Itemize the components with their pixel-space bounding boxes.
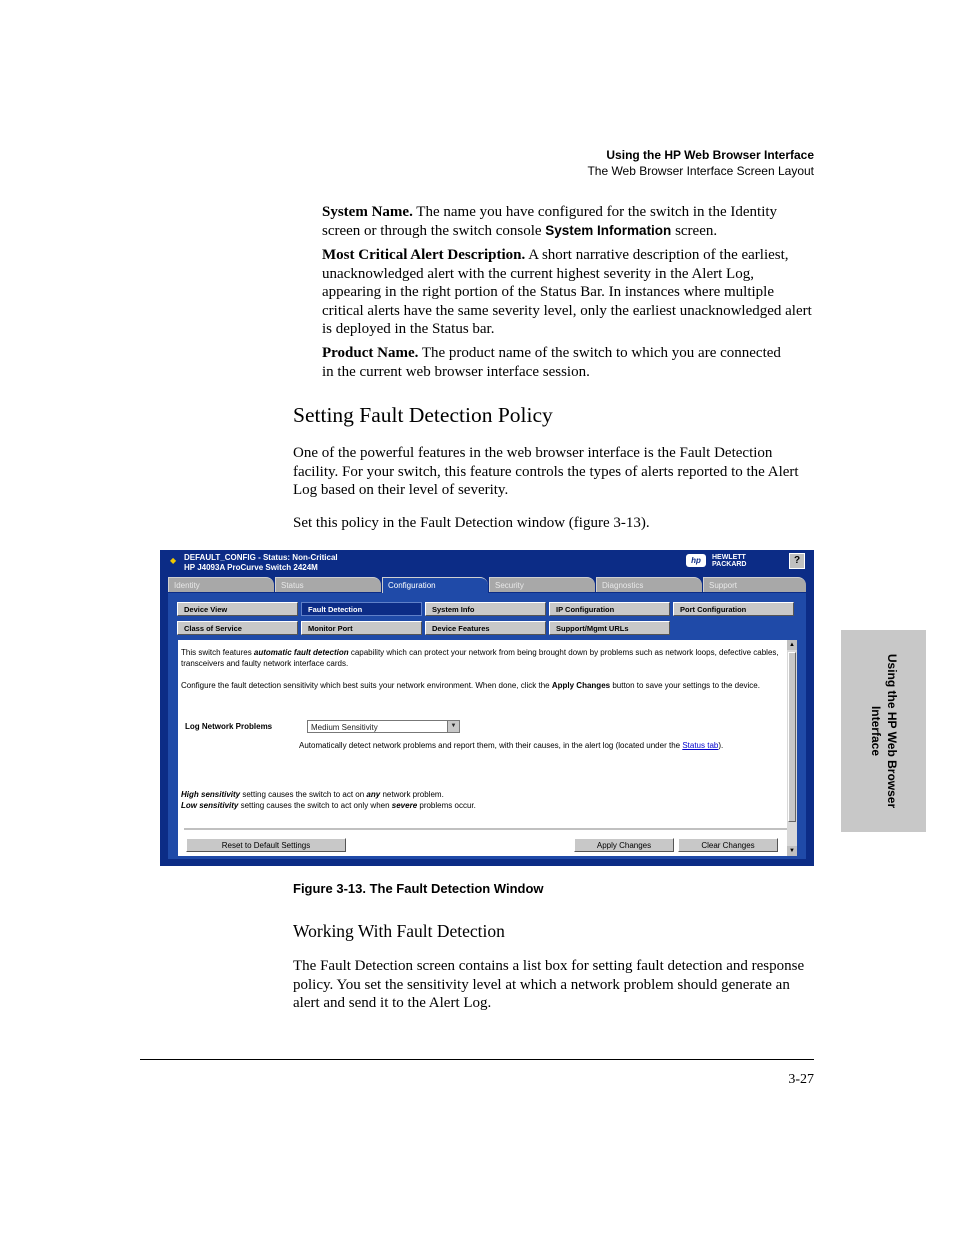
instructions-part: button to save your settings to the device.	[610, 681, 760, 690]
hp-logo-line1: HEWLETT	[712, 554, 746, 561]
apply-changes-button[interactable]: Apply Changes	[574, 838, 674, 852]
window-title	[184, 553, 338, 573]
hp-logo-mark: hp	[686, 554, 706, 567]
low-sensitivity-note	[181, 800, 781, 811]
chapter-side-tab-label	[868, 654, 900, 808]
subtab-system-info[interactable]: System Info	[425, 602, 546, 616]
note-emphasis: any	[366, 790, 381, 799]
high-sensitivity-note	[181, 789, 781, 800]
help-button[interactable]: ?	[789, 553, 805, 569]
tab-support[interactable]: Support	[703, 577, 806, 592]
fault-detection-content	[178, 640, 797, 856]
definition-text: The product name of the switch to which you are connected in the current web browser interface session.	[322, 345, 781, 380]
clear-changes-button[interactable]: Clear Changes	[678, 838, 778, 852]
instructions-part: Configure the fault detection sensitivity which best suits your network environment. When done, click the	[181, 681, 552, 690]
description-part: ).	[718, 741, 724, 750]
hp-logo	[686, 553, 758, 569]
body-paragraph: One of the powerful features in the web browser interface is the Fault Detection facility. For your switch, this feature controls the types of alerts reported to the Alert Log based on their level of severity.	[293, 445, 799, 499]
tab-security[interactable]: Security	[489, 577, 595, 592]
term-alert-description: Most Critical Alert Description.	[322, 247, 526, 263]
description-part: Automatically detect network problems and report them, with their causes, in the alert log (located under the	[299, 741, 683, 750]
subtab-support-mgmt-urls[interactable]: Support/Mgmt URLs	[549, 621, 670, 635]
definition-product-name	[322, 344, 792, 381]
subsection-heading-working-with-fault-detection: Working With Fault Detection	[293, 921, 505, 941]
sensitivity-selected-value: Medium Sensitivity	[311, 723, 378, 732]
definition-text-end: screen.	[671, 222, 718, 239]
intro-text-part: This switch features	[181, 648, 254, 657]
dropdown-arrow-icon[interactable]: ▼	[447, 721, 459, 732]
status-indicator-icon: ◆	[170, 556, 177, 565]
definition-text: The name you have configured for the switch in the Identity screen or through the switch console	[322, 204, 778, 239]
definition-system-name	[322, 203, 816, 240]
sensitivity-dropdown[interactable]	[307, 720, 460, 733]
low-sensitivity-term: Low sensitivity	[181, 801, 239, 810]
fault-detection-window-screenshot	[160, 550, 814, 866]
intro-emphasis: automatic fault detection	[253, 648, 349, 657]
running-header-chapter: Using the HP Web Browser Interface	[606, 148, 814, 162]
tab-status[interactable]: Status	[275, 577, 381, 592]
term-system-name: System Name.	[322, 204, 413, 220]
subtab-ip-configuration[interactable]: IP Configuration	[549, 602, 670, 616]
tab-identity[interactable]: Identity	[168, 577, 274, 592]
content-scrollbar[interactable]	[787, 640, 797, 856]
subtab-fault-detection[interactable]: Fault Detection	[301, 602, 422, 616]
ui-term-system-information: System Information	[545, 222, 672, 238]
content-divider	[184, 828, 790, 831]
configuration-panel	[168, 593, 806, 859]
note-emphasis: severe	[391, 801, 418, 810]
figure-caption: Figure 3-13. The Fault Detection Window	[293, 881, 544, 896]
body-paragraph: Set this policy in the Fault Detection window (figure 3-13).	[293, 515, 650, 531]
high-sensitivity-term: High sensitivity	[181, 790, 241, 799]
subtab-port-configuration[interactable]: Port Configuration	[673, 602, 794, 616]
reset-defaults-button[interactable]: Reset to Default Settings	[186, 838, 346, 852]
scroll-up-icon[interactable]: ▲	[787, 640, 797, 650]
note-part: network problem.	[380, 790, 444, 799]
note-part: setting causes the switch to act only when	[238, 801, 392, 810]
log-network-problems-label: Log Network Problems	[185, 722, 273, 731]
side-tab-line2: Interface	[869, 705, 883, 757]
tab-diagnostics[interactable]: Diagnostics	[596, 577, 702, 592]
tab-configuration[interactable]: Configuration	[382, 577, 488, 594]
footer-rule	[140, 1059, 814, 1060]
window-title-status: DEFAULT_CONFIG - Status: Non-Critical	[184, 553, 338, 562]
scroll-down-icon[interactable]: ▼	[787, 846, 797, 856]
section-heading-fault-detection-policy: Setting Fault Detection Policy	[293, 403, 553, 427]
body-paragraph: The Fault Detection screen contains a list box for setting fault detection and response policy. You set the sensitivity level at which a network problem should generate an alert and send it to the Alert Log.	[293, 958, 805, 1012]
subtab-monitor-port[interactable]: Monitor Port	[301, 621, 422, 635]
definition-alert-description	[322, 246, 814, 339]
intro-text	[181, 647, 781, 669]
instructions-emphasis: Apply Changes	[551, 681, 611, 690]
configure-instructions	[181, 680, 781, 691]
note-part: problems occur.	[417, 801, 476, 810]
subtab-device-view[interactable]: Device View	[177, 602, 298, 616]
intro-text-part: capability which can protect your network from being brought down by problems such as network loops, defective cables, transceivers and faulty network interface cards.	[181, 648, 779, 668]
sensitivity-description	[299, 740, 777, 751]
main-tab-bar	[168, 577, 806, 593]
definition-text: A short narrative description of the earliest, unacknowledged alert with the current highest severity in the Alert Log, appearing in the right portion of the Status Bar. In instances where multiple critical alerts have the same severity level, only the earliest unacknowledged alert is deployed in the Status bar.	[322, 247, 812, 338]
subtab-device-features[interactable]: Device Features	[425, 621, 546, 635]
term-product-name: Product Name.	[322, 345, 419, 361]
running-header-section: The Web Browser Interface Screen Layout	[587, 164, 814, 178]
page-number: 3-27	[788, 1072, 814, 1087]
scrollbar-thumb[interactable]	[788, 652, 796, 822]
subtab-class-of-service[interactable]: Class of Service	[177, 621, 298, 635]
window-title-product: HP J4093A ProCurve Switch 2424M	[184, 563, 318, 572]
status-tab-link[interactable]: Status tab	[682, 741, 719, 750]
note-part: setting causes the switch to act on	[240, 790, 367, 799]
hp-logo-line2: PACKARD	[712, 561, 747, 568]
hp-logo-text	[712, 554, 746, 568]
side-tab-line1: Using the HP Web Browser	[885, 653, 899, 809]
